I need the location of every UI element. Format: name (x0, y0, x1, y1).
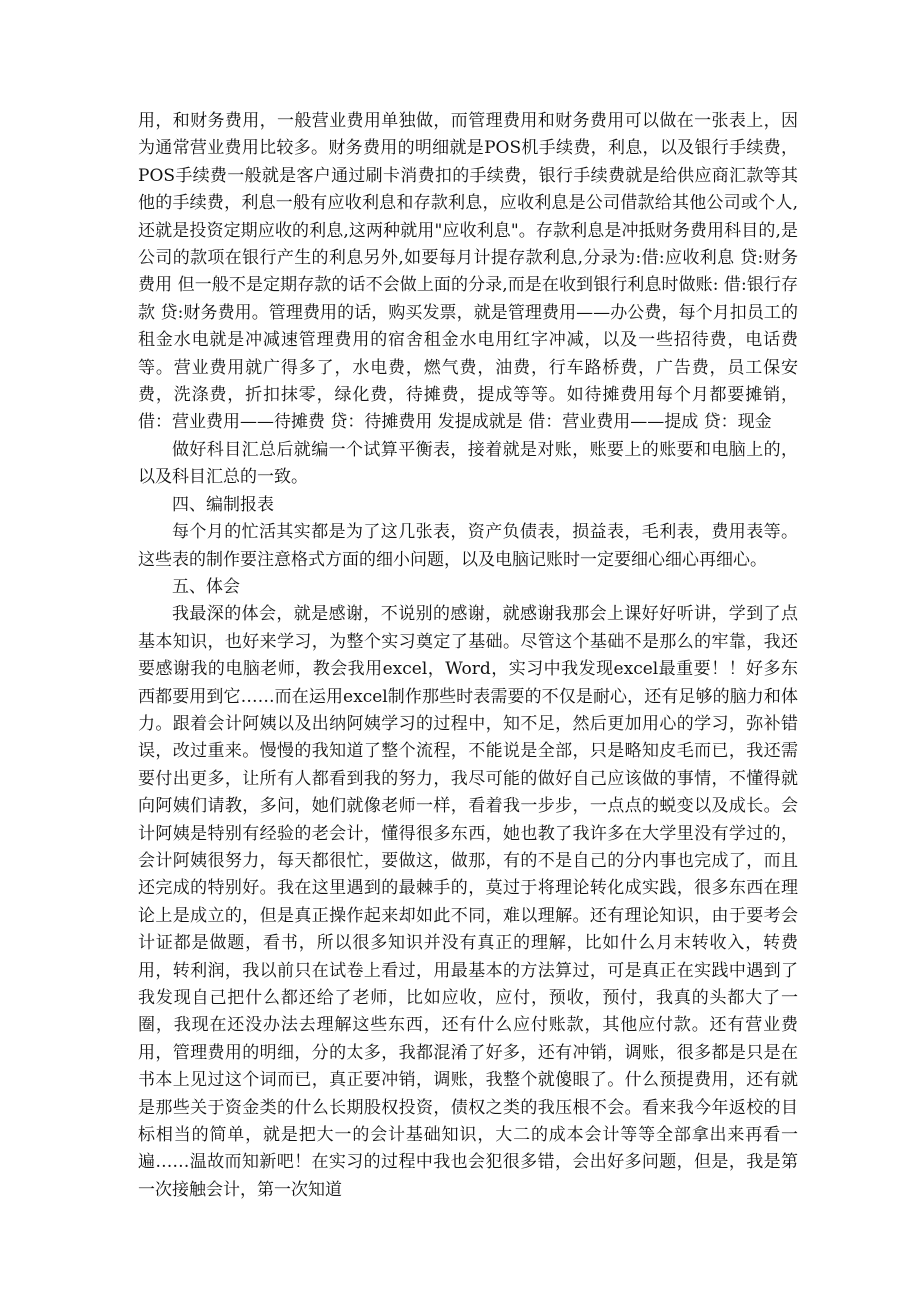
section-heading-reflection: 五、体会 (172, 576, 240, 597)
paragraph-continued: 用，和财务费用，一般营业费用单独做，而管理费用和财务费用可以做在一张表上，因为通常营业费用比较多。财务费用的明细就是POS机手续费，利息，以及银行手续费，POS手续费一般就是客户通过刷卡消费扣的手续费，银行手续费就是给供应商汇款等其他的手续费，利息一般有应收利息和存款利息，应收利息是公司借款给其他公司或个人,还就是投资定期应收的利息,这两种就用"应收利息"。存款利息是冲抵财务费用科目的,是公司的款项在银行产生的利息另外,如要每月计提存款利息,分录为:借:应收利息 贷:财务费用 但一般不是定期存款的话不会做上面的分录,而是在收到银行利息时做账: 借:银行存款 贷:财务费用。管理费用的话，购买发票，就是管理费用——办公费，每个月扣员工的租金水电就是冲减速管理费用的宿舍租金水电用红字冲减，以及一些招待费，电话费等。营业费用就广得多了，水电费，燃气费，油费，行车路桥费，广告费，员工保安费，洗涤费，折扣抹零，绿化费，待摊费，提成等等。如待摊费用每个月都要摊销，借：营业费用——待摊费 贷：待摊费用 发提成就是 借：营业费用——提成 贷：现金 (138, 111, 798, 433)
paragraph-reports: 每个月的忙活其实都是为了这几张表，资产负债表，损益表，毛利表，费用表等。这些表的制作要注意格式方面的细小问题，以及电脑记账时一定要细心细心再细心。 (138, 522, 798, 570)
document-page (138, 108, 798, 1204)
paragraph-reflection: 我最深的体会，就是感谢，不说别的感谢，就感谢我那会上课好好听讲，学到了点基本知识，也好来学习，为整个实习奠定了基础。尽管这个基础不是那么的牢靠，我还要感谢我的电脑老师，教会我用excel，Word，实习中我发现excel最重要！！好多东西都要用到它……而在运用excel制作那些时表需要的不仅是耐心，还有足够的脑力和体力。跟着会计阿姨以及出纳阿姨学习的过程中，知不足，然后更加用心的学习，弥补错误，改过重来。慢慢的我知道了整个流程，不能说是全部，只是略知皮毛而已，我还需要付出更多，让所有人都看到我的努力，我尽可能的做好自己应该做的事情，不懂得就向阿姨们请教，多问，她们就像老师一样，看着我一步步，一点点的蜕变以及成长。会计阿姨是特别有经验的老会计，懂得很多东西，她也教了我许多在大学里没有学过的，会计阿姨很努力，每天都很忙，要做这，做那，有的不是自己的分内事也完成了，而且还完成的特别好。我在这里遇到的最棘手的，莫过于将理论转化成实践，很多东西在理论上是成立的，但是真正操作起来却如此不同，难以理解。还有理论知识，由于要考会计证都是做题，看书，所以很多知识并没有真正的理解，比如什么月末转收入，转费用，转利润，我以前只在试卷上看过，用最基本的方法算过，可是真正在实践中遇到了我发现自己把什么都还给了老师，比如应收，应付，预收，预付，我真的头都大了一圈，我现在还没办法去理解这些东西，还有什么应付账款，其他应付款。还有营业费用，管理费用的明细，分的太多，我都混淆了好多，还有冲销，调账，很多都是只是在书本上见过这个词而已，真正要冲销，调账，我整个就傻眼了。什么预提费用，还有就是那些关于资金类的什么长期股权投资，债权之类的我压根不会。看来我今年返校的目标相当的简单，就是把大一的会计基础知识，大二的成本会计等等全部拿出来再看一遍……温故而知新吧！在实习的过程中我也会犯很多错，会出好多问题，但是，我是第一次接触会计，第一次知道 (138, 604, 798, 1200)
section-heading-reports: 四、编制报表 (172, 494, 274, 515)
paragraph-trial-balance: 做好科目汇总后就编一个试算平衡表，接着就是对账，账要上的账要和电脑上的，以及科目汇总的一致。 (138, 439, 798, 488)
